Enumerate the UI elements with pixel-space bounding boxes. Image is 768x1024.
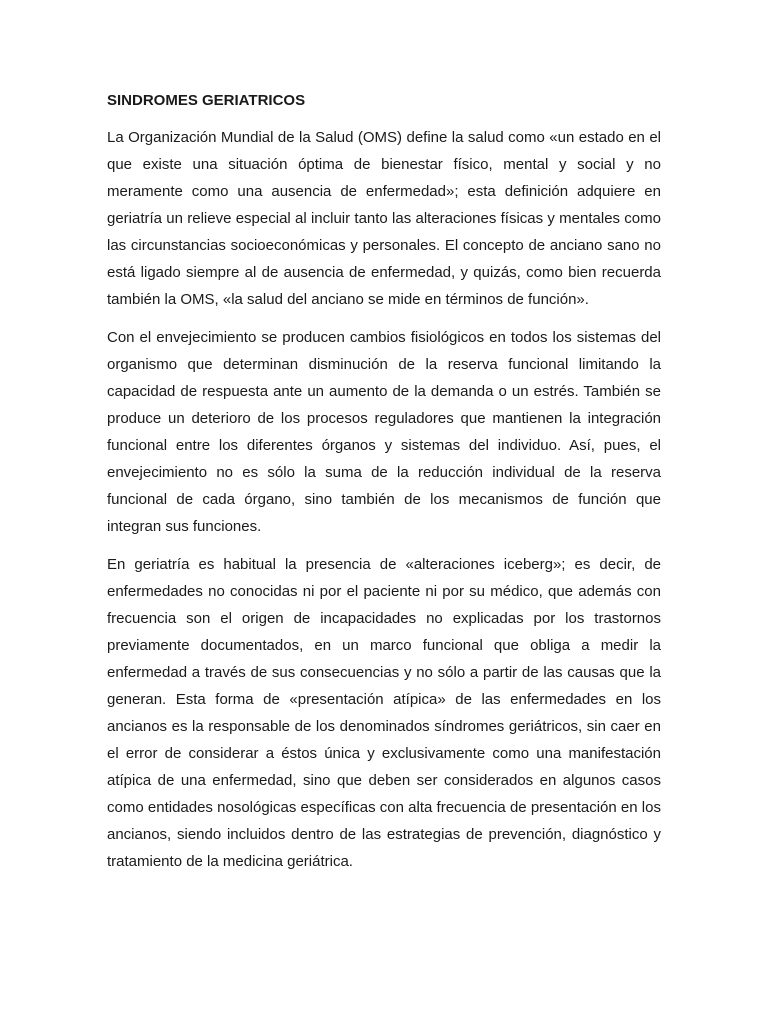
paragraph-3: En geriatría es habitual la presencia de «alteraciones iceberg»; es decir, de enfermedades no conocidas ni por el paciente ni por su médico, que además con frecuencia son el origen de incapacidades no explicadas por los trastornos previamente documentados, en un marco funcional que obliga a medir la enfermedad a través de sus consecuencias y no sólo a partir de las causas que la generan. Esta forma de «presentación atípica» de las enfermedades en los ancianos es la responsable de los denominados síndromes geriátricos, sin caer en el error de considerar a éstos única y exclusivamente como una manifestación atípica de una enfermedad, sino que deben ser considerados en algunos casos como entidades nosológicas específicas con alta frecuencia de presentación en los ancianos, siendo incluidos dentro de las estrategias de prevención, diagnóstico y tratamiento de la medicina geriátrica. [107, 556, 661, 870]
paragraph-2: Con el envejecimiento se producen cambios fisiológicos en todos los sistemas del organismo que determinan disminución de la reserva funcional limitando la capacidad de respuesta ante un aumento de la demanda o un estrés. También se produce un deterioro de los procesos reguladores que mantienen la integración funcional entre los diferentes órganos y sistemas del individuo. Así, pues, el envejecimiento no es sólo la suma de la reducción individual de la reserva funcional de cada órgano, sino también de los mecanismos de función que integran sus funciones. [107, 329, 661, 535]
document-title: SINDROMES GERIATRICOS [107, 92, 306, 109]
paragraph-1: La Organización Mundial de la Salud (OMS) define la salud como «un estado en el que existe una situación óptima de bienestar físico, mental y social y no meramente como una ausencia de enfermedad»; esta definición adquiere en geriatría un relieve especial al incluir tanto las alteraciones físicas y mentales como las circunstancias socioeconómicas y personales. El concepto de anciano sano no está ligado siempre al de ausencia de enfermedad, y quizás, como bien recuerda también la OMS, «la salud del anciano se mide en términos de función». [107, 129, 661, 308]
